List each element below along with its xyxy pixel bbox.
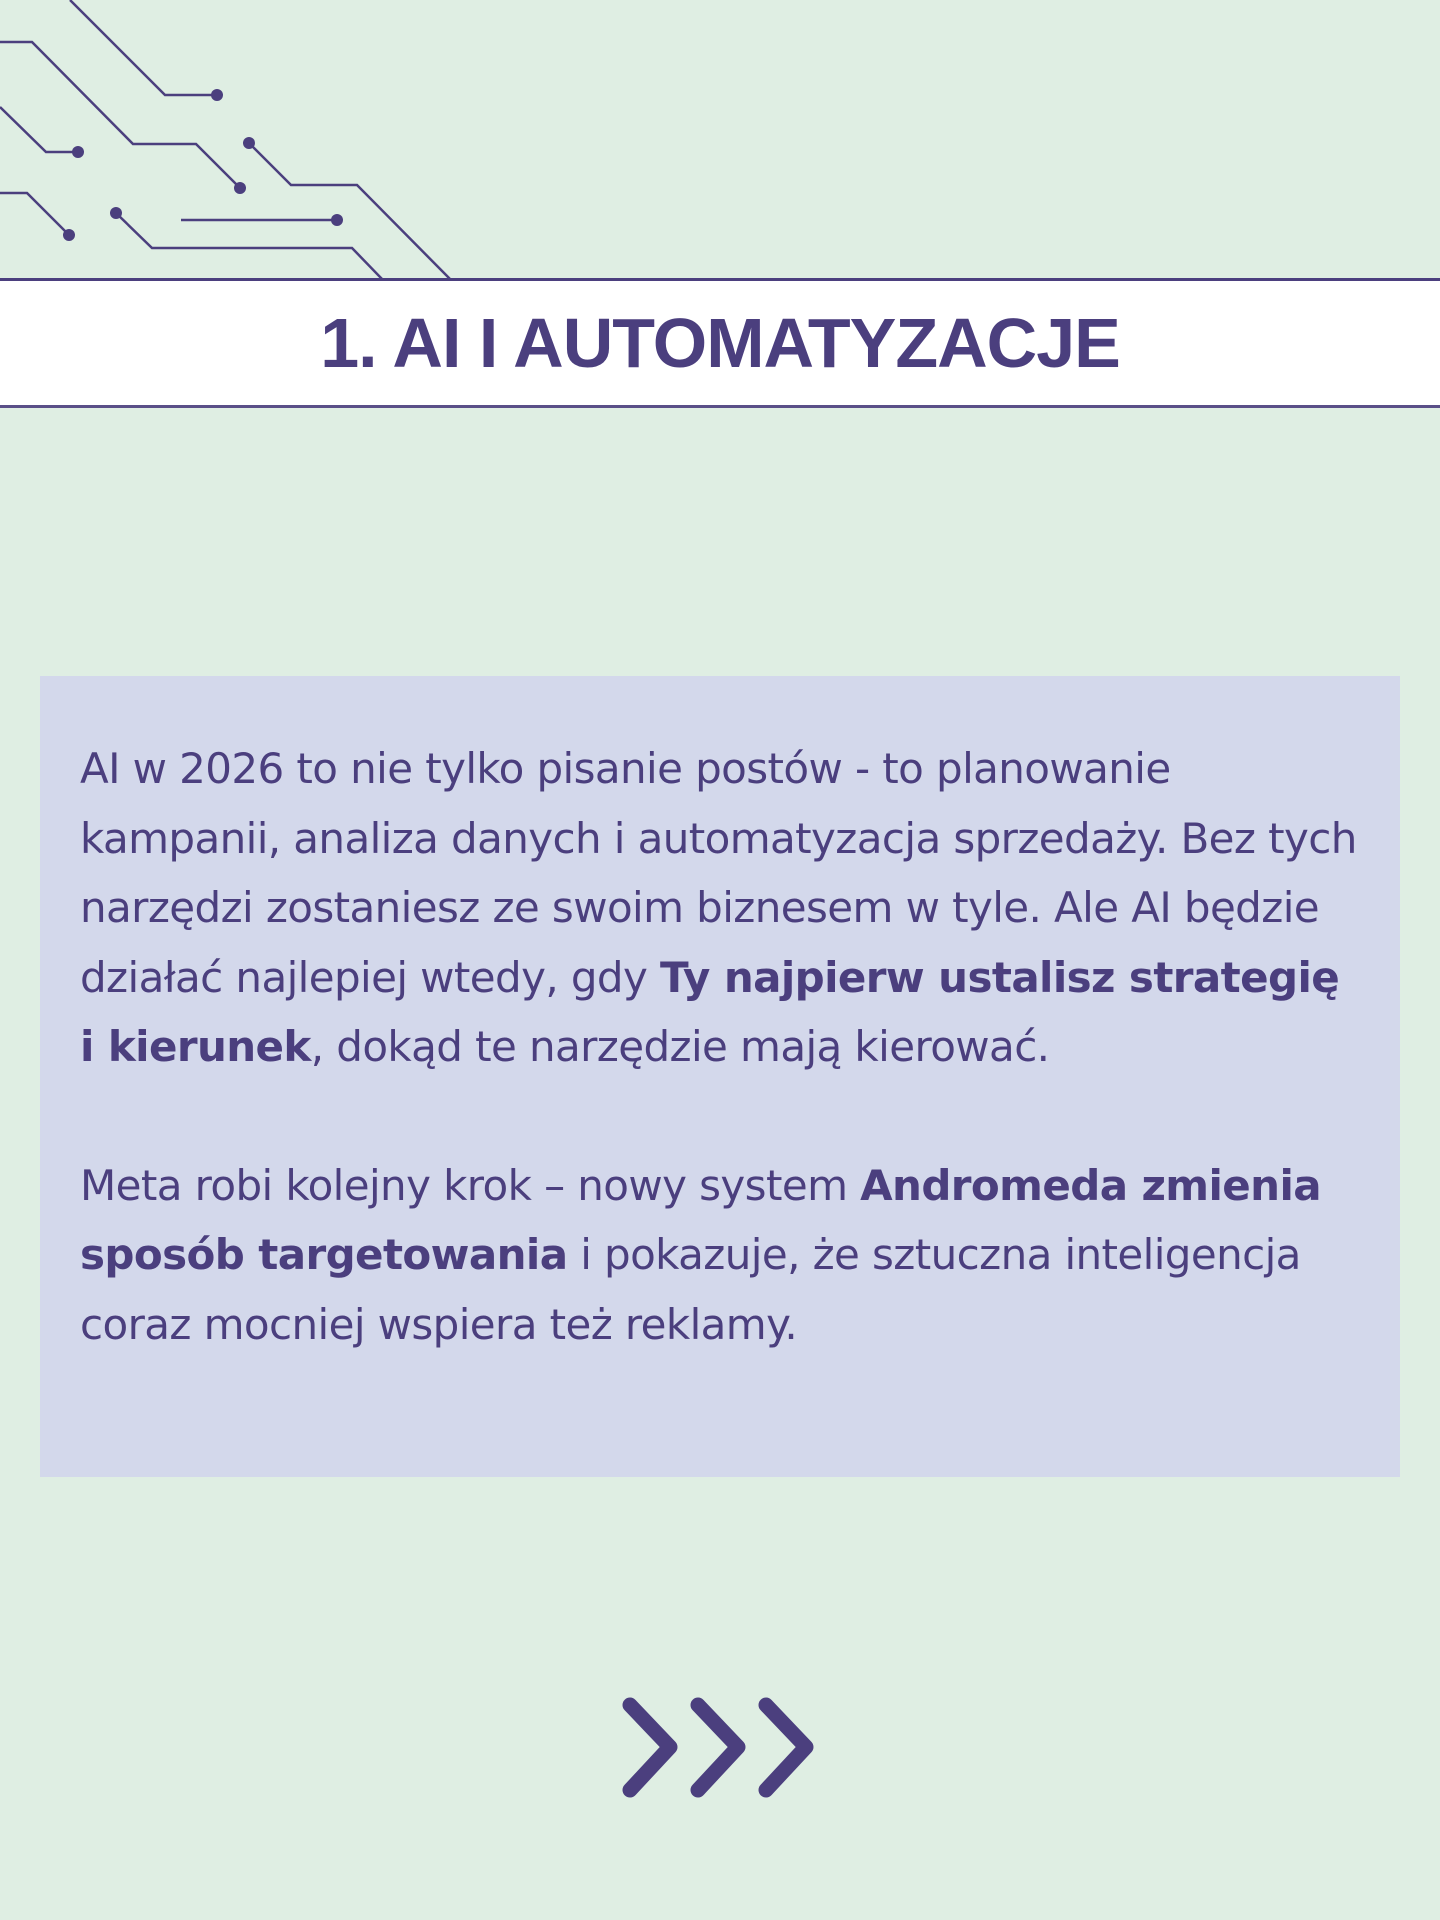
bold-text-run: Ty najpierw ustalisz strategię i kierunek [80,952,1340,1071]
content-card [40,676,1400,1477]
bold-text-run: Andromeda zmienia sposób targetowania [80,1160,1321,1279]
triple-chevron-right-icon[interactable] [615,1695,825,1805]
text-run: AI w 2026 to nie tylko pisanie postów - to planowanie kampanii, analiza danych i automatyzacja sprzedaży. Bez tych narzędzi zostaniesz ze swoim biznesem w tyle. Ale AI będzie działać najlepiej wtedy, gdy [80,744,1357,1002]
circuit-decoration-icon [0,0,460,282]
title-banner [0,278,1440,408]
paragraph-2 [80,1151,1360,1360]
page-title: 1. AI I AUTOMATYZACJE [320,304,1120,382]
paragraph-1 [80,734,1360,1082]
text-run: i pokazuje, że sztuczna inteligencja coraz mocniej wspiera też reklamy. [80,1230,1301,1349]
text-run: , dokąd te narzędzie mają kierować. [310,1022,1050,1071]
text-run: Meta robi kolejny krok – nowy system [80,1160,861,1210]
